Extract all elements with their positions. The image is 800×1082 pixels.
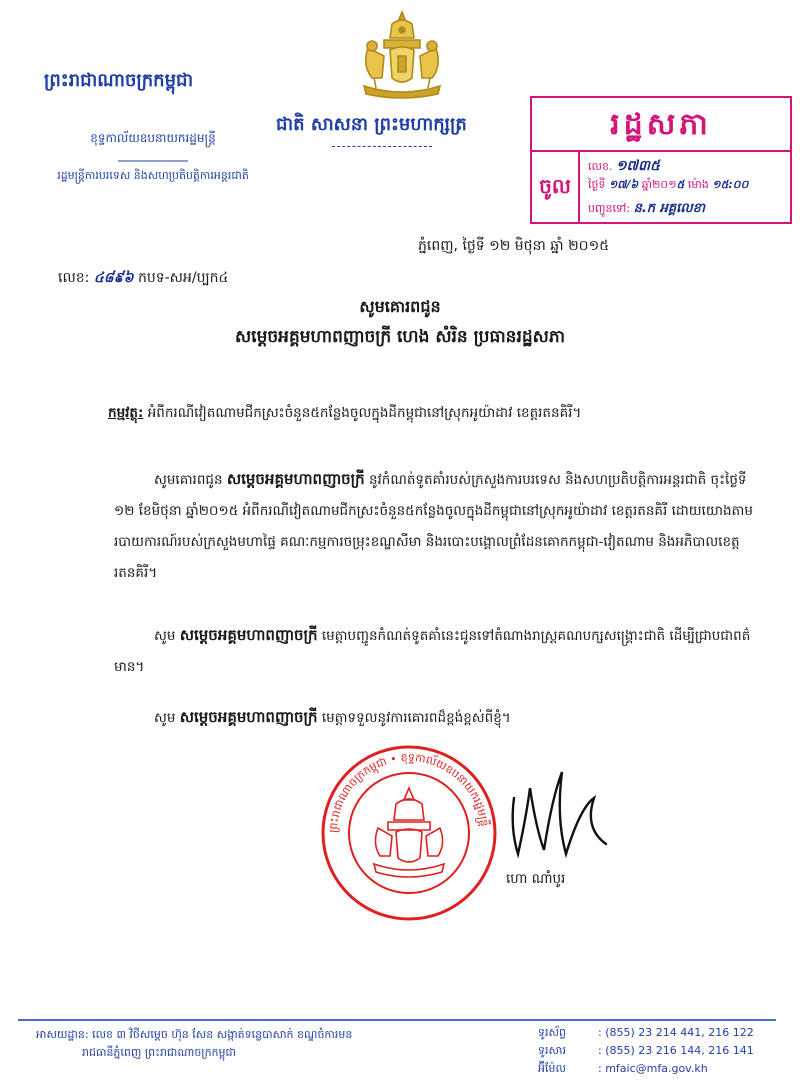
handwritten-signature <box>496 758 616 868</box>
reference-number-line <box>58 268 228 289</box>
footer-email <box>538 1062 708 1078</box>
reference-number: ៤៨៩៦ <box>93 270 134 286</box>
stamp-year-label: ឆ្នាំ២០១ <box>641 178 677 191</box>
footer-address-line-2: រាជធានីភ្នំពេញ ព្រះរាជាណាចក្រកម្ពុជា <box>82 1046 236 1059</box>
p1-title: សម្តេចអគ្គមហាពញាចក្រី <box>226 470 365 488</box>
stamp-date-row <box>588 178 748 194</box>
p1-rest: នូវកំណត់ទូតគាំរបស់ក្រសួងការបរទេស និងសហប្រតិបត្តិការអន្តរជាតិ ចុះថ្ងៃទី ១២ ខែមិថុនា ឆ្នាំ២០១៥ អំពីករណីវៀតណាមជីកស្រះចំនួន៥កន្លែងចូលក្នុងដីកម្ពុជានៅស្រុកអូយ៉ាដាវ ខេត្តរតនគិរី ដោយយោងតាមរបាយការណ៍របស់ក្រសួងមហាផ្ទៃ គណៈកម្មការចម្រុះខណ្ឌសីមា និងរបោះបង្គោលព្រំដែនគោកកម្ពុជា-វៀតណាម និងអភិបាលខេត្តរតនគិរី។ <box>114 472 753 581</box>
ministry-name <box>8 130 298 185</box>
ministry-divider <box>118 159 188 163</box>
reference-label: លេខ: <box>58 270 90 286</box>
footer-email-value[interactable]: : mfaic@mfa.gov.kh <box>598 1062 708 1075</box>
p2-title: សម្តេចអគ្គមហាពញាចក្រី <box>179 626 318 644</box>
footer-fax-value: : (855) 23 216 144, 216 141 <box>598 1044 754 1057</box>
stamp-number-row <box>588 156 660 177</box>
reference-suffix: កបទ-សអ/ប្បក៤ <box>137 270 229 286</box>
stamp-title: រដ្ឋសភា <box>532 100 790 152</box>
stamp-forward-label: បញ្ជូនទៅ: <box>588 202 631 215</box>
footer-fax <box>538 1044 754 1060</box>
p3-rest: មេត្តាទទួលនូវការគោរពដ៏ខ្ពង់ខ្ពស់ពីខ្ញុំ។ <box>321 710 511 726</box>
body-paragraph-2 <box>114 620 754 683</box>
national-motto: ជាតិ សាសនា ព្រះមហាក្សត្រ <box>276 114 467 135</box>
footer-phone <box>538 1026 754 1042</box>
footer-address-value-1: លេខ ៣ វិថីសម្តេច ហ៊ុន សែន សង្កាត់ទន្លេបាសាក់ ខណ្ឌចំការមន <box>92 1028 353 1041</box>
subject-text: អំពីករណីវៀតណាមជីកស្រះចំនួន៥កន្លែងចូលក្នុងដីកម្ពុជានៅស្រុកអូយ៉ាដាវ ខេត្តរតនគិរី។ <box>147 405 582 421</box>
motto-decorative-rule <box>332 146 432 147</box>
footer-phone-value: : (855) 23 214 441, 216 122 <box>598 1026 754 1039</box>
p3-start: សូម <box>154 710 176 726</box>
footer-address-line-1 <box>36 1028 352 1044</box>
subject-block <box>108 398 748 428</box>
footer-divider <box>18 1019 776 1021</box>
kingdom-name: ព្រះរាជាណាចក្រកម្ពុជា <box>44 70 194 91</box>
stamp-side-label: ចូល <box>532 150 580 222</box>
footer-email-label: អ៊ីម៉ែល <box>538 1062 566 1075</box>
salutation: សូមគោរពជូន <box>359 297 441 316</box>
stamp-number-value: ១៧៣៥ <box>615 158 660 174</box>
royal-coat-of-arms-emblem <box>354 8 450 102</box>
stamp-date-label: ថ្ងៃទី <box>588 178 606 191</box>
letter-date-line: ភ្នំពេញ, ថ្ងៃទី ១២ មិថុនា ឆ្នាំ ២០១៥ <box>418 238 610 254</box>
body-paragraph-1 <box>114 464 754 589</box>
ministry-line-1: ខុទ្ទកាល័យឧបនាយករដ្ឋមន្ត្រី <box>90 131 216 145</box>
p1-start: សូមគោរពជូន <box>154 472 223 488</box>
ministry-line-2: រដ្ឋមន្ត្រីការបរទេស និងសហប្រតិបត្តិការអន្តរជាតិ <box>57 169 249 182</box>
addressee: សម្តេចអគ្គមហាពញាចក្រី ហេង សំរិន ប្រធានរដ្ឋសភា <box>234 327 566 347</box>
footer-phone-label: ទូរស័ព្ទ <box>538 1026 566 1039</box>
stamp-forward-row <box>588 200 705 219</box>
stamp-year-value: ៥ <box>676 178 685 191</box>
official-red-seal <box>320 744 498 922</box>
subject-label: កម្មវត្ថុ: <box>108 405 144 421</box>
national-assembly-received-stamp <box>530 96 792 224</box>
stamp-number-label: លេខ. <box>588 160 613 173</box>
signer-name: ហោ ណាំបូរ <box>506 871 566 887</box>
p2-start: សូម <box>154 628 176 644</box>
stamp-forward-value: ន.ក អគ្គលេខា <box>633 201 705 216</box>
p3-title: សម្តេចអគ្គមហាពញាចក្រី <box>179 708 318 726</box>
footer-address-label: អាសយដ្ឋាន: <box>36 1028 89 1041</box>
stamp-time-value: ១៥:០០ <box>712 178 749 191</box>
stamp-date-value: ១៧/៦ <box>608 178 639 191</box>
seal-outer-text: ព្រះរាជាណាចក្រកម្ពុជា • ខុទ្ទកាល័យឧបនាយករដ្ឋមន្ត្រី <box>326 750 491 834</box>
footer-fax-label: ទូរសារ <box>538 1044 566 1057</box>
p2-rest: មេត្តាបញ្ជូនកំណត់ទូតគាំនេះជូនទៅតំណាងរាស្ត្រគណបក្សសង្គ្រោះជាតិ ដើម្បីជ្រាបជាពត៌មាន។ <box>114 628 751 675</box>
body-paragraph-3 <box>114 702 754 734</box>
stamp-time-label: ម៉ោង <box>687 178 709 191</box>
